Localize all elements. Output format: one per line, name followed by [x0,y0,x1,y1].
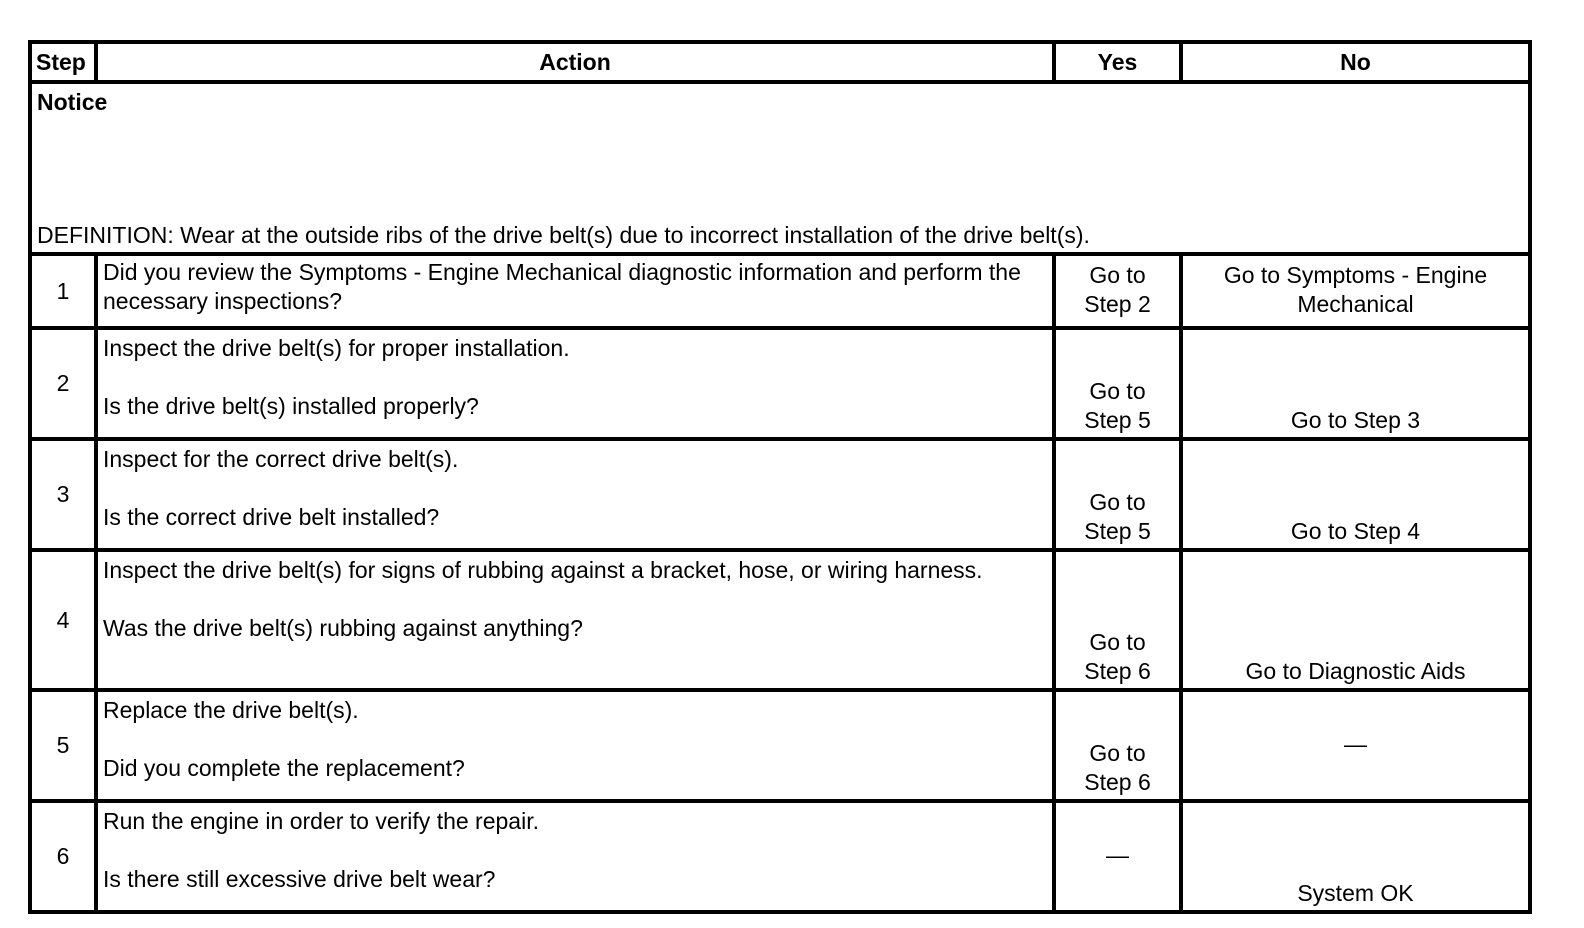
yes-text-line2: Step 5 [1084,518,1151,544]
diagnostic-table [28,40,1532,914]
action-instruction: Inspect for the correct drive belt(s). [103,446,459,472]
yes-text-line1: Go to [1089,378,1146,404]
table-row [30,328,1530,439]
action-cell [96,439,1054,550]
action-instruction: Inspect the drive belt(s) for signs of rubbing against a bracket, hose, or wiring harness. [103,557,983,583]
step-number: 5 [30,690,96,801]
header-step: Step [30,42,96,82]
action-instruction: Run the engine in order to verify the repair. [103,808,539,834]
yes-cell [1054,690,1181,801]
action-question: Is there still excessive drive belt wear? [103,866,496,892]
no-cell: System OK [1181,801,1530,912]
action-instruction: Replace the drive belt(s). [103,697,359,723]
no-cell: Go to Diagnostic Aids [1181,550,1530,690]
table-row [30,801,1530,912]
notice-definition: DEFINITION: Wear at the outside ribs of the drive belt(s) due to incorrect installation of the drive belt(s). [37,222,1090,248]
no-text-line1: Go to Symptoms - Engine [1223,262,1488,288]
action-instruction: Inspect the drive belt(s) for proper installation. [103,335,570,361]
yes-text-line1: Go to [1089,629,1146,655]
header-action: Action [96,42,1054,82]
step-number: 4 [30,550,96,690]
action-question: Was the drive belt(s) rubbing against anything? [103,615,583,641]
step-number: 2 [30,328,96,439]
yes-text-line1: Go to [1089,489,1146,515]
action-cell [96,254,1054,328]
yes-text-line2: Step 6 [1084,658,1151,684]
yes-text-line2: Step 6 [1084,769,1151,795]
yes-cell [1054,439,1181,550]
step-number: 6 [30,801,96,912]
action-cell [96,550,1054,690]
no-text-line2: Mechanical [1297,291,1414,317]
yes-cell: — [1054,801,1181,912]
header-row [30,42,1530,82]
action-cell [96,328,1054,439]
action-text: Did you review the Symptoms - Engine Mechanical diagnostic information and perform the necessary inspections? [103,259,1021,314]
action-cell [96,801,1054,912]
notice-title: Notice [37,89,108,115]
notice-cell [30,82,1530,254]
no-cell: Go to Step 3 [1181,328,1530,439]
table-row [30,254,1530,328]
yes-text-line2: Step 2 [1084,291,1151,317]
action-question: Is the correct drive belt installed? [103,504,440,530]
action-cell [96,690,1054,801]
yes-cell [1054,328,1181,439]
yes-cell [1054,254,1181,328]
table-row [30,439,1530,550]
yes-text-line1: Go to [1089,740,1146,766]
no-cell: — [1181,690,1530,801]
table-row [30,690,1530,801]
action-question: Is the drive belt(s) installed properly? [103,393,479,419]
header-no: No [1181,42,1530,82]
no-cell: Go to Step 4 [1181,439,1530,550]
notice-row [30,82,1530,254]
no-cell [1181,254,1530,328]
header-yes: Yes [1054,42,1181,82]
action-question: Did you complete the replacement? [103,755,465,781]
yes-text-line2: Step 5 [1084,407,1151,433]
table-row [30,550,1530,690]
step-number: 1 [30,254,96,328]
yes-text-line1: Go to [1089,262,1146,288]
step-number: 3 [30,439,96,550]
yes-cell [1054,550,1181,690]
